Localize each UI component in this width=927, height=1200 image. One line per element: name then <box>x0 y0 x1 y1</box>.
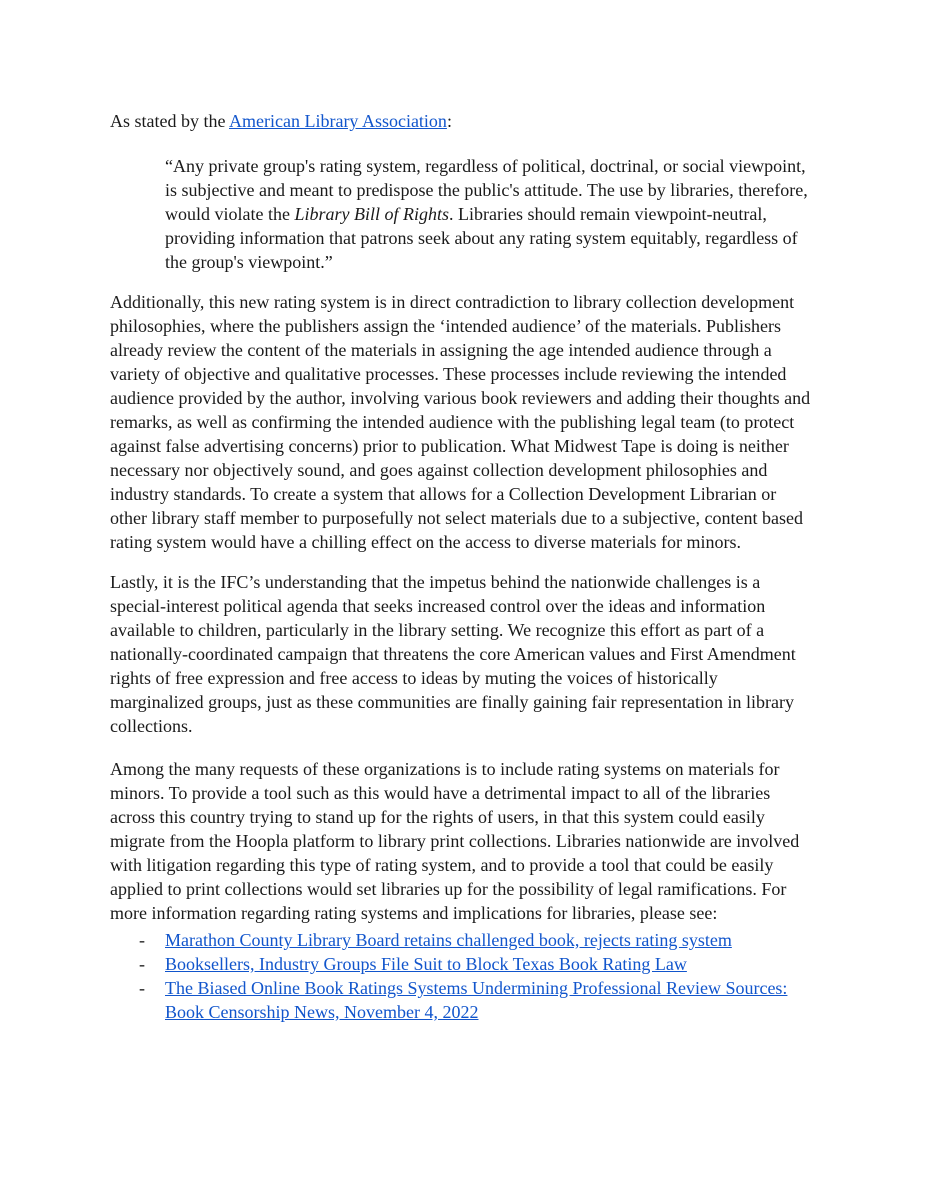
text-line: rating system would have a chilling effect on the access to diverse materials for minors. <box>110 532 741 552</box>
quote-line: is subjective and meant to predispose the public's attitude. The use by libraries, therefore, <box>165 180 808 200</box>
text-line: rights of free expression and free access to ideas by muting the voices of historically <box>110 668 718 688</box>
text-line: already review the content of the materials in assigning the age intended audience through a <box>110 340 772 360</box>
bullet-dash: - <box>139 978 145 998</box>
reference-link[interactable]: The Biased Online Book Ratings Systems Undermining Professional Review Sources: <box>165 978 788 998</box>
quote-line: the group's viewpoint.” <box>165 252 333 272</box>
text-line: variety of objective and qualitative processes. These processes include reviewing the intended <box>110 364 787 384</box>
reference-link[interactable]: Booksellers, Industry Groups File Suit to Block Texas Book Rating Law <box>165 954 687 974</box>
text-line: Among the many requests of these organizations is to include rating systems on materials for <box>110 759 780 779</box>
paragraph-additionally <box>110 290 900 554</box>
paragraph-among <box>110 757 900 925</box>
document-page <box>110 109 900 1024</box>
reference-link[interactable]: Marathon County Library Board retains challenged book, rejects rating system <box>165 930 732 950</box>
intro-colon: : <box>446 111 452 131</box>
text-line: audience provided by the author, involving various book reviewers and adding their thoughts and <box>110 388 811 408</box>
quote-line <box>165 202 900 226</box>
intro-line <box>110 109 900 133</box>
text-line: minors. To provide a tool such as this would have a detrimental impact to all of the libraries <box>110 783 771 803</box>
quote-line: providing information that patrons seek about any rating system equitably, regardless of <box>165 228 798 248</box>
bullet-dash: - <box>139 954 145 974</box>
text-line: philosophies, where the publishers assign the ‘intended audience’ of the materials. Publishers <box>110 316 782 336</box>
text-line: available to children, particularly in the library setting. We recognize this effort as part of a <box>110 620 765 640</box>
text-line: with litigation regarding this type of rating system, and to provide a tool that could be easily <box>110 855 774 875</box>
reference-link[interactable]: Book Censorship News, November 4, 2022 <box>165 1002 479 1022</box>
bullet-dash <box>110 1000 165 1024</box>
list-item <box>110 928 900 952</box>
text-line: Additionally, this new rating system is in direct contradiction to library collection development <box>110 292 795 312</box>
text-line: nationally-coordinated campaign that threatens the core American values and First Amendment <box>110 644 796 664</box>
list-item <box>110 952 900 976</box>
text-line: remarks, as well as confirming the intended audience with the publishing legal team (to protect <box>110 412 795 432</box>
text-line: applied to print collections would set libraries up for the possibility of legal ramifications. For <box>110 879 787 899</box>
text-line: other library staff member to purposefully not select materials due to a subjective, content based <box>110 508 803 528</box>
text-line: against false advertising concerns) prior to publication. What Midwest Tape is doing is neither <box>110 436 789 456</box>
library-bill-of-rights-title: Library Bill of Rights <box>294 204 449 224</box>
bullet-dash: - <box>139 930 145 950</box>
text-line: special-interest political agenda that seeks increased control over the ideas and information <box>110 596 766 616</box>
quote-line: “Any private group's rating system, regardless of political, doctrinal, or social viewpoint, <box>165 156 806 176</box>
paragraph-lastly <box>110 570 900 738</box>
ala-link[interactable]: American Library Association <box>229 111 447 131</box>
text-line: more information regarding rating systems and implications for libraries, please see: <box>110 903 718 923</box>
text-line: industry standards. To create a system that allows for a Collection Development Librarian or <box>110 484 777 504</box>
quote-text: would violate the <box>165 204 295 224</box>
list-item <box>110 1000 900 1024</box>
text-line: across this country trying to stand up for the rights of users, in that this system could easily <box>110 807 765 827</box>
list-item <box>110 976 900 1000</box>
quote-text: . Libraries should remain viewpoint-neutral, <box>449 204 767 224</box>
ala-quote <box>165 154 900 274</box>
text-line: Lastly, it is the IFC’s understanding that the impetus behind the nationwide challenges is a <box>110 572 761 592</box>
text-line: necessary nor objectively sound, and goes against collection development philosophies and <box>110 460 768 480</box>
reference-links-list <box>110 928 900 1024</box>
intro-text: As stated by the <box>110 111 229 131</box>
text-line: collections. <box>110 716 193 736</box>
text-line: migrate from the Hoopla platform to library print collections. Libraries nationwide are involved <box>110 831 800 851</box>
text-line: marginalized groups, just as these communities are finally gaining fair representation in library <box>110 692 794 712</box>
